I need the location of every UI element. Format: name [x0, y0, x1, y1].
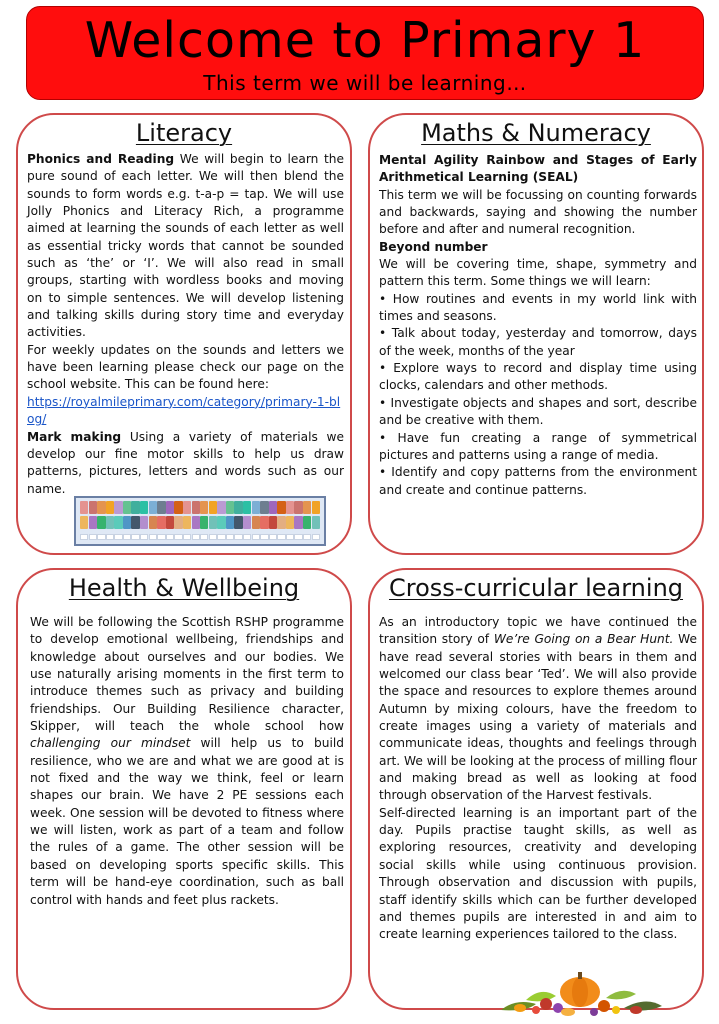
alphabet-picture-cell	[80, 501, 88, 514]
phonics-heading: Phonics and Reading	[27, 152, 175, 166]
alphabet-pictures-row-2	[80, 516, 320, 529]
health-panel	[16, 568, 352, 1010]
health-text-2: will help us to build resilience, who we are and what we are good at is not fixed and the way we think, feel or learn shapes our brain. We have 2 PE sessions each week. One session will be devoted to fitness where we will listen, work as part of a team and follow the rules of a game. The other session will be based on developing sports specific skills. This term will be hand-eye coordination, such as ball control with hands and feet plus rackets.	[30, 736, 344, 907]
alphabet-letter-cell	[303, 534, 311, 540]
mark-making-text: Using a variety of materials we develop our fine motor skills to help us draw patterns, pictures, letters and words such as our name.	[27, 429, 344, 496]
page-subtitle: This term we will be learning…	[203, 71, 527, 95]
alphabet-picture-cell	[114, 516, 122, 529]
beyond-number-heading: Beyond number	[379, 239, 488, 254]
alphabet-picture-cell	[286, 516, 294, 529]
alphabet-letter-cell	[294, 534, 302, 540]
alphabet-letter-cell	[312, 534, 320, 540]
alphabet-picture-cell	[294, 501, 302, 514]
alphabet-picture-cell	[131, 516, 139, 529]
alphabet-letter-cell	[200, 534, 208, 540]
alphabet-letters-row	[80, 534, 320, 540]
phonics-paragraph	[27, 151, 344, 342]
alphabet-picture-cell	[243, 501, 251, 514]
alphabet-letter-cell	[217, 534, 225, 540]
alphabet-picture-cell	[312, 501, 320, 514]
literacy-title: Literacy	[135, 119, 233, 147]
alphabet-picture-cell	[217, 516, 225, 529]
alphabet-picture-cell	[252, 516, 260, 529]
alphabet-picture-cell	[192, 501, 200, 514]
alphabet-letter-cell	[157, 534, 165, 540]
alphabet-picture-cell	[123, 501, 131, 514]
alphabet-letter-cell	[149, 534, 157, 540]
alphabet-letter-cell	[260, 534, 268, 540]
alphabet-picture-cell	[312, 516, 320, 529]
maths-bullet: • Identify and copy patterns from the environment and create and continue patterns.	[379, 465, 697, 497]
alphabet-picture-cell	[106, 516, 114, 529]
alphabet-picture-cell	[183, 501, 191, 514]
alphabet-pictures-row	[80, 501, 320, 514]
cross-paragraph-2: Self-directed learning is an important part of the day. Pupils practise taught skills, as well as exploring resources, creativity and developing social skills while using continuous provision. Through observation and discussion with pupils, staff identify skills which can be further developed and themes pupils are interested in and aim to create learning experiences tailored to the class.	[379, 805, 697, 942]
alphabet-letter-cell	[226, 534, 234, 540]
alphabet-letter-cell	[80, 534, 88, 540]
beyond-number-text: We will be covering time, shape, symmetry and pattern this term. Some things we will learn:	[379, 257, 697, 289]
cross-paragraph-1	[379, 614, 697, 805]
alphabet-letter-cell	[234, 534, 242, 540]
seal-text: This term we will be focussing on counting forwards and backwards, saying and showing the number before and after and numeral recognition.	[379, 187, 697, 237]
alphabet-picture-cell	[303, 501, 311, 514]
alphabet-picture-cell	[260, 516, 268, 529]
alphabet-letter-cell	[166, 534, 174, 540]
bear-hunt-title: We’re Going on a Bear Hunt.	[493, 632, 674, 647]
alphabet-picture-cell	[183, 516, 191, 529]
alphabet-picture-cell	[89, 516, 97, 529]
alphabet-picture-cell	[226, 516, 234, 529]
alphabet-letter-cell	[286, 534, 294, 540]
mark-making-heading: Mark making	[27, 429, 122, 444]
health-text-1: We will be following the Scottish RSHP programme to develop emotional wellbeing, friendships and knowledge about ourselves and our bodies. We use naturally arising moments in the first term to introduce themes such as privacy and building friendships. Our Building Resilience character, Skipper, will teach the whole school how	[30, 615, 344, 734]
alphabet-letter-cell	[192, 534, 200, 540]
alphabet-picture-cell	[269, 501, 277, 514]
phonics-alphabet-strip-image	[74, 496, 326, 546]
alphabet-letter-cell	[97, 534, 105, 540]
alphabet-picture-cell	[157, 516, 165, 529]
alphabet-picture-cell	[252, 501, 260, 514]
alphabet-letter-cell	[123, 534, 131, 540]
alphabet-picture-cell	[286, 501, 294, 514]
alphabet-letter-cell	[183, 534, 191, 540]
alphabet-picture-cell	[106, 501, 114, 514]
alphabet-picture-cell	[260, 501, 268, 514]
alphabet-letter-cell	[114, 534, 122, 540]
alphabet-picture-cell	[234, 516, 242, 529]
phonics-text: We will begin to learn the pure sound of each letter. We will then blend the sounds to form words e.g. t-a-p = tap. We will use Jolly Phonics and Literacy Rich, a programme aimed at learning the sounds of each letter as well as essential tricky words that cannot be sounded such as ‘the’ or ‘I’. We will also read in small groups, starting with wordless books and moving on to simple sentences. We will develop listening and talking skills during story time and everyday activities.	[27, 152, 344, 340]
cross-text-1: As an introductory topic we have continued the transition story of	[379, 615, 697, 647]
alphabet-picture-cell	[149, 516, 157, 529]
cross-curricular-title: Cross-curricular learning	[388, 574, 684, 602]
cross-text-2: We have read several stories with bears in them and welcomed our class bear ‘Ted’. We will also provide the space and resources to explore themes around Autumn by mixing colours, have the freedom to create images using a variety of materials and communicate ideas, thoughts and feelings through art. We will be looking at the process of milling flour and making bread as well as looking at food through observation of the Harvest festivals.	[379, 632, 697, 803]
maths-body	[379, 152, 697, 499]
alphabet-picture-cell	[114, 501, 122, 514]
alphabet-picture-cell	[149, 501, 157, 514]
alphabet-picture-cell	[303, 516, 311, 529]
alphabet-picture-cell	[166, 501, 174, 514]
alphabet-picture-cell	[269, 516, 277, 529]
alphabet-picture-cell	[80, 516, 88, 529]
health-paragraph	[30, 614, 344, 909]
literacy-panel	[16, 113, 352, 555]
alphabet-letter-cell	[174, 534, 182, 540]
health-body	[30, 614, 344, 909]
alphabet-picture-cell	[131, 501, 139, 514]
health-italic-phrase: challenging our mindset	[30, 736, 191, 751]
alphabet-letter-cell	[277, 534, 285, 540]
cross-curricular-body	[379, 614, 697, 944]
alphabet-picture-cell	[234, 501, 242, 514]
page-title: Welcome to Primary 1	[84, 12, 646, 69]
alphabet-letter-cell	[243, 534, 251, 540]
title-banner	[26, 6, 704, 100]
alphabet-picture-cell	[123, 516, 131, 529]
alphabet-picture-cell	[97, 516, 105, 529]
alphabet-letter-cell	[140, 534, 148, 540]
alphabet-letter-cell	[269, 534, 277, 540]
cross-curricular-panel	[368, 568, 704, 1010]
alphabet-picture-cell	[200, 516, 208, 529]
alphabet-picture-cell	[174, 501, 182, 514]
alphabet-picture-cell	[209, 516, 217, 529]
alphabet-picture-cell	[174, 516, 182, 529]
alphabet-picture-cell	[192, 516, 200, 529]
alphabet-picture-cell	[209, 501, 217, 514]
harvest-decoration-image	[496, 960, 664, 1018]
alphabet-picture-cell	[166, 516, 174, 529]
seal-heading: Mental Agility Rainbow and Stages of Early Arithmetical Learning (SEAL)	[379, 153, 697, 185]
alphabet-picture-cell	[157, 501, 165, 514]
school-blog-link[interactable]: https://royalmileprimary.com/category/primary-1-blog/	[27, 394, 341, 427]
health-title: Health & Wellbeing	[68, 574, 300, 602]
alphabet-letter-cell	[89, 534, 97, 540]
updates-paragraph: For weekly updates on the sounds and letters we have been learning please check our page on the school website. This can be found here:	[27, 342, 344, 392]
mark-making-paragraph	[27, 429, 344, 498]
alphabet-picture-cell	[294, 516, 302, 529]
alphabet-picture-cell	[277, 501, 285, 514]
alphabet-letter-cell	[252, 534, 260, 540]
alphabet-picture-cell	[89, 501, 97, 514]
pumpkin-icon	[560, 972, 600, 1007]
literacy-body	[27, 151, 344, 498]
maths-bullet: • How routines and events in my world link with times and seasons.	[379, 291, 697, 324]
alphabet-picture-cell	[243, 516, 251, 529]
alphabet-picture-cell	[140, 501, 148, 514]
maths-bullet: • Talk about today, yesterday and tomorrow, days of the week, months of the year	[379, 326, 697, 358]
maths-bullet: • Explore ways to record and display time using clocks, calendars and other methods.	[379, 361, 697, 393]
maths-bullet: • Investigate objects and shapes and sort, describe and be creative with them.	[379, 395, 697, 428]
alphabet-picture-cell	[217, 501, 225, 514]
maths-title: Maths & Numeracy	[421, 119, 651, 147]
alphabet-picture-cell	[140, 516, 148, 529]
maths-panel	[368, 113, 704, 555]
alphabet-picture-cell	[226, 501, 234, 514]
alphabet-picture-cell	[277, 516, 285, 529]
alphabet-picture-cell	[97, 501, 105, 514]
alphabet-letter-cell	[106, 534, 114, 540]
maths-bullet: • Have fun creating a range of symmetrical pictures and patterns using a range of media.	[379, 430, 697, 462]
alphabet-picture-cell	[200, 501, 208, 514]
alphabet-letter-cell	[209, 534, 217, 540]
alphabet-letter-cell	[131, 534, 139, 540]
